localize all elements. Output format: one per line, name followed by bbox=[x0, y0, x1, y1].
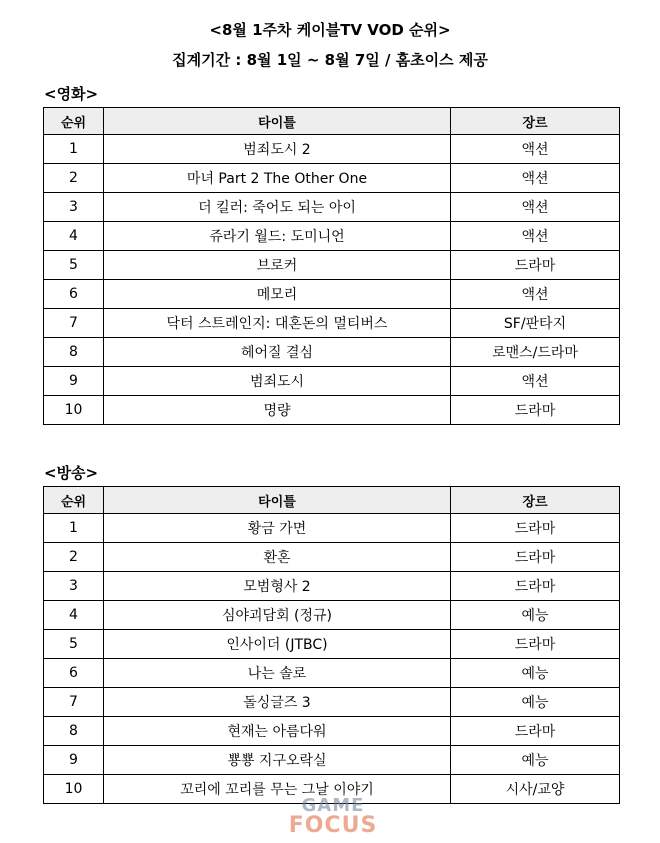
genre-cell: 예능 bbox=[451, 601, 620, 630]
table-row bbox=[44, 572, 620, 601]
rank-cell: 6 bbox=[44, 659, 104, 688]
rank-cell: 6 bbox=[44, 280, 104, 309]
genre-cell: 예능 bbox=[451, 659, 620, 688]
rank-cell: 9 bbox=[44, 746, 104, 775]
genre-cell: 드라마 bbox=[451, 251, 620, 280]
table-row bbox=[44, 659, 620, 688]
broadcast-table bbox=[43, 486, 620, 804]
rank-cell: 4 bbox=[44, 222, 104, 251]
movies-table bbox=[43, 107, 620, 425]
table-row bbox=[44, 367, 620, 396]
title-cell: 뿅뿅 지구오락실 bbox=[104, 746, 451, 775]
rank-cell: 3 bbox=[44, 572, 104, 601]
title-cell: 명량 bbox=[104, 396, 451, 425]
table-row bbox=[44, 717, 620, 746]
genre-cell: SF/판타지 bbox=[451, 309, 620, 338]
genre-cell: 예능 bbox=[451, 688, 620, 717]
table-row bbox=[44, 514, 620, 543]
genre-cell: 액션 bbox=[451, 164, 620, 193]
genre-cell: 액션 bbox=[451, 367, 620, 396]
title-cell: 나는 솔로 bbox=[104, 659, 451, 688]
rank-cell: 7 bbox=[44, 688, 104, 717]
rank-cell: 4 bbox=[44, 601, 104, 630]
page-title: <8월 1주차 케이블TV VOD 순위> bbox=[209, 21, 451, 39]
page-subtitle: 집계기간 : 8월 1일 ~ 8월 7일 / 홈초이스 제공 bbox=[172, 51, 488, 69]
rank-cell: 5 bbox=[44, 251, 104, 280]
genre-cell: 예능 bbox=[451, 746, 620, 775]
table-row bbox=[44, 338, 620, 367]
table-row bbox=[44, 309, 620, 338]
title-cell: 범죄도시 bbox=[104, 367, 451, 396]
genre-cell: 드라마 bbox=[451, 572, 620, 601]
table-row bbox=[44, 688, 620, 717]
table-row bbox=[44, 775, 620, 804]
title-cell: 메모리 bbox=[104, 280, 451, 309]
table-row bbox=[44, 601, 620, 630]
broadcast-table-header bbox=[44, 487, 620, 514]
table-row bbox=[44, 543, 620, 572]
rank-cell: 9 bbox=[44, 367, 104, 396]
genre-cell: 액션 bbox=[451, 222, 620, 251]
rank-cell: 8 bbox=[44, 338, 104, 367]
title-cell: 헤어질 결심 bbox=[104, 338, 451, 367]
title-cell: 환혼 bbox=[104, 543, 451, 572]
table-row bbox=[44, 135, 620, 164]
column-header-title: 타이틀 bbox=[104, 108, 451, 135]
title-cell: 닥터 스트레인지: 대혼돈의 멀티버스 bbox=[104, 309, 451, 338]
table-row bbox=[44, 630, 620, 659]
genre-cell: 액션 bbox=[451, 135, 620, 164]
rank-cell: 7 bbox=[44, 309, 104, 338]
rank-cell: 8 bbox=[44, 717, 104, 746]
genre-cell: 드라마 bbox=[451, 630, 620, 659]
table-row bbox=[44, 164, 620, 193]
watermark-line1: GAME bbox=[301, 795, 365, 816]
column-header-title: 타이틀 bbox=[104, 487, 451, 514]
watermark-line2: FOCUS bbox=[288, 813, 378, 838]
movies-table-header bbox=[44, 108, 620, 135]
title-cell: 현재는 아름다워 bbox=[104, 717, 451, 746]
title-cell: 심야괴담회 (정규) bbox=[104, 601, 451, 630]
rank-cell: 10 bbox=[44, 396, 104, 425]
genre-cell: 드라마 bbox=[451, 717, 620, 746]
genre-cell: 액션 bbox=[451, 280, 620, 309]
rank-cell: 10 bbox=[44, 775, 104, 804]
genre-cell: 드라마 bbox=[451, 543, 620, 572]
rank-cell: 1 bbox=[44, 514, 104, 543]
title-cell: 더 킬러: 죽어도 되는 아이 bbox=[104, 193, 451, 222]
broadcast-section-label: <방송> bbox=[44, 464, 99, 482]
rank-cell: 2 bbox=[44, 543, 104, 572]
column-header-rank: 순위 bbox=[44, 487, 104, 514]
rank-cell: 3 bbox=[44, 193, 104, 222]
genre-cell: 드라마 bbox=[451, 396, 620, 425]
table-row bbox=[44, 280, 620, 309]
table-row bbox=[44, 222, 620, 251]
rank-cell: 1 bbox=[44, 135, 104, 164]
title-cell: 브로커 bbox=[104, 251, 451, 280]
rank-cell: 2 bbox=[44, 164, 104, 193]
genre-cell: 로맨스/드라마 bbox=[451, 338, 620, 367]
title-cell: 마녀 Part 2 The Other One bbox=[104, 164, 451, 193]
title-cell: 인사이더 (JTBC) bbox=[104, 630, 451, 659]
movies-section-label: <영화> bbox=[44, 85, 99, 103]
genre-cell: 드라마 bbox=[451, 514, 620, 543]
title-cell: 쥬라기 월드: 도미니언 bbox=[104, 222, 451, 251]
title-cell: 꼬리에 꼬리를 무는 그날 이야기 bbox=[104, 775, 451, 804]
title-cell: 황금 가면 bbox=[104, 514, 451, 543]
title-cell: 돌싱글즈 3 bbox=[104, 688, 451, 717]
title-cell: 모범형사 2 bbox=[104, 572, 451, 601]
table-row bbox=[44, 193, 620, 222]
column-header-genre: 장르 bbox=[451, 108, 620, 135]
table-row bbox=[44, 396, 620, 425]
table-row bbox=[44, 746, 620, 775]
genre-cell: 액션 bbox=[451, 193, 620, 222]
title-cell: 범죄도시 2 bbox=[104, 135, 451, 164]
rank-cell: 5 bbox=[44, 630, 104, 659]
genre-cell: 시사/교양 bbox=[451, 775, 620, 804]
column-header-rank: 순위 bbox=[44, 108, 104, 135]
table-row bbox=[44, 251, 620, 280]
column-header-genre: 장르 bbox=[451, 487, 620, 514]
